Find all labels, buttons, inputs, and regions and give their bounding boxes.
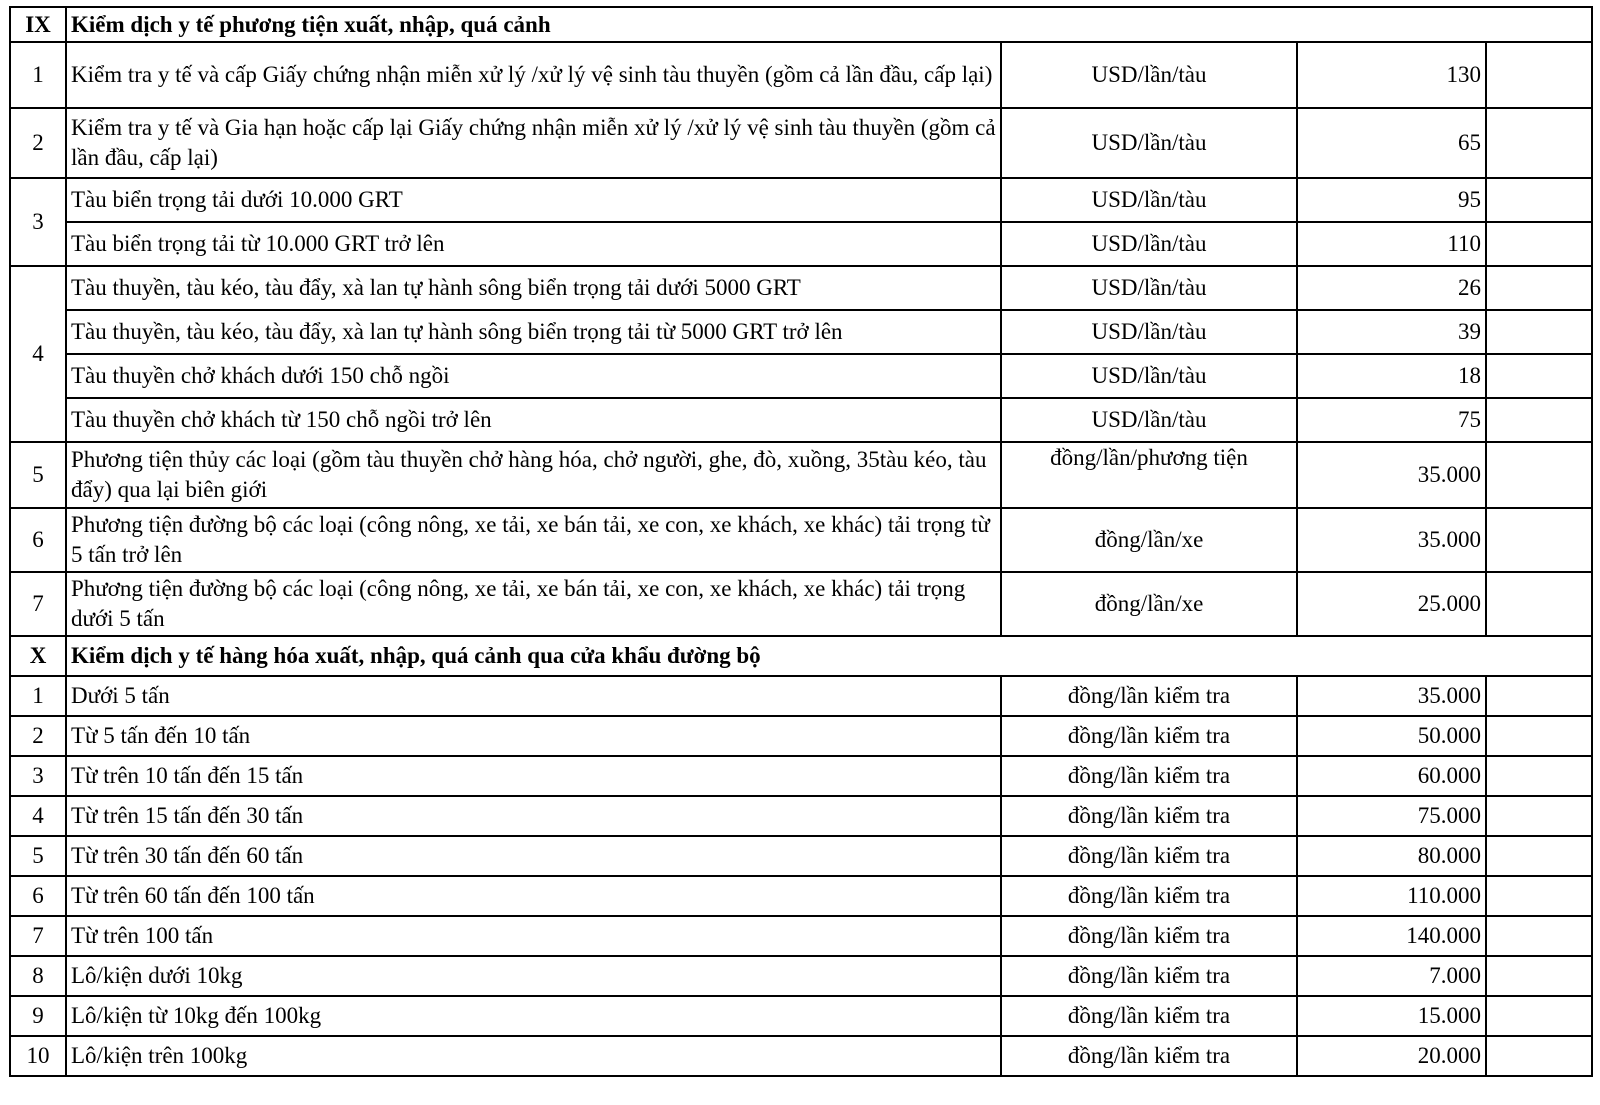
row-amount: 26 bbox=[1297, 266, 1486, 310]
row-description: Từ 5 tấn đến 10 tấn bbox=[66, 716, 1001, 756]
row-description: Kiểm tra y tế và cấp Giấy chứng nhận miễn xử lý /xử lý vệ sinh tàu thuyền (gồm cả lần đầu, cấp lại) bbox=[66, 42, 1001, 108]
row-amount: 65 bbox=[1297, 108, 1486, 178]
row-unit: đồng/lần kiểm tra bbox=[1001, 916, 1297, 956]
row-amount: 110 bbox=[1297, 222, 1486, 266]
row-description: Tàu thuyền, tàu kéo, tàu đẩy, xà lan tự hành sông biển trọng tải từ 5000 GRT trở lên bbox=[66, 310, 1001, 354]
row-note bbox=[1486, 996, 1592, 1036]
row-note bbox=[1486, 836, 1592, 876]
row-amount: 25.000 bbox=[1297, 572, 1486, 636]
row-number: 8 bbox=[10, 956, 66, 996]
section-title: Kiểm dịch y tế phương tiện xuất, nhập, quá cảnh bbox=[66, 7, 1592, 42]
table-row bbox=[10, 572, 1592, 636]
table-row bbox=[10, 756, 1592, 796]
row-unit: USD/lần/tàu bbox=[1001, 398, 1297, 442]
table-row bbox=[10, 310, 1592, 354]
row-note bbox=[1486, 42, 1592, 108]
table-row bbox=[10, 916, 1592, 956]
row-note bbox=[1486, 354, 1592, 398]
row-amount: 39 bbox=[1297, 310, 1486, 354]
row-description: Phương tiện đường bộ các loại (công nông, xe tải, xe bán tải, xe con, xe khách, xe khác) tải trọng dưới 5 tấn bbox=[66, 572, 1001, 636]
row-note bbox=[1486, 398, 1592, 442]
row-number: 10 bbox=[10, 1036, 66, 1076]
row-note bbox=[1486, 222, 1592, 266]
row-description: Lô/kiện từ 10kg đến 100kg bbox=[66, 996, 1001, 1036]
row-note bbox=[1486, 1036, 1592, 1076]
table-row bbox=[10, 796, 1592, 836]
row-amount: 60.000 bbox=[1297, 756, 1486, 796]
row-number: 2 bbox=[10, 108, 66, 178]
row-description: Phương tiện đường bộ các loại (công nông, xe tải, xe bán tải, xe con, xe khách, xe khác) tải trọng từ 5 tấn trở lên bbox=[66, 508, 1001, 572]
row-amount: 80.000 bbox=[1297, 836, 1486, 876]
row-unit: USD/lần/tàu bbox=[1001, 222, 1297, 266]
section-number: IX bbox=[10, 7, 66, 42]
row-number: 2 bbox=[10, 716, 66, 756]
row-description: Tàu biển trọng tải từ 10.000 GRT trở lên bbox=[66, 222, 1001, 266]
row-unit: đồng/lần/phương tiện bbox=[1001, 442, 1297, 508]
row-amount: 75.000 bbox=[1297, 796, 1486, 836]
row-description: Từ trên 100 tấn bbox=[66, 916, 1001, 956]
row-number: 6 bbox=[10, 508, 66, 572]
row-number: 7 bbox=[10, 916, 66, 956]
row-number: 4 bbox=[10, 266, 66, 442]
row-amount: 35.000 bbox=[1297, 508, 1486, 572]
row-unit: đồng/lần/xe bbox=[1001, 572, 1297, 636]
table-row bbox=[10, 442, 1592, 508]
row-note bbox=[1486, 916, 1592, 956]
row-unit: đồng/lần kiểm tra bbox=[1001, 956, 1297, 996]
row-description: Lô/kiện trên 100kg bbox=[66, 1036, 1001, 1076]
row-number: 9 bbox=[10, 996, 66, 1036]
row-amount: 130 bbox=[1297, 42, 1486, 108]
row-number: 3 bbox=[10, 756, 66, 796]
row-description: Dưới 5 tấn bbox=[66, 676, 1001, 716]
row-description: Từ trên 10 tấn đến 15 tấn bbox=[66, 756, 1001, 796]
table-row bbox=[10, 508, 1592, 572]
row-unit: USD/lần/tàu bbox=[1001, 108, 1297, 178]
table-row bbox=[10, 1036, 1592, 1076]
table-row bbox=[10, 354, 1592, 398]
row-amount: 15.000 bbox=[1297, 996, 1486, 1036]
section-header bbox=[10, 636, 1592, 676]
row-unit: USD/lần/tàu bbox=[1001, 310, 1297, 354]
row-amount: 18 bbox=[1297, 354, 1486, 398]
row-unit: đồng/lần kiểm tra bbox=[1001, 716, 1297, 756]
table-row bbox=[10, 956, 1592, 996]
section-title: Kiểm dịch y tế hàng hóa xuất, nhập, quá cảnh qua cửa khẩu đường bộ bbox=[66, 636, 1592, 676]
row-note bbox=[1486, 796, 1592, 836]
row-description: Tàu thuyền, tàu kéo, tàu đẩy, xà lan tự hành sông biển trọng tải dưới 5000 GRT bbox=[66, 266, 1001, 310]
row-amount: 50.000 bbox=[1297, 716, 1486, 756]
row-number: 6 bbox=[10, 876, 66, 916]
row-note bbox=[1486, 508, 1592, 572]
table-row bbox=[10, 222, 1592, 266]
table-row bbox=[10, 42, 1592, 108]
row-number: 7 bbox=[10, 572, 66, 636]
row-unit: USD/lần/tàu bbox=[1001, 42, 1297, 108]
row-unit: đồng/lần kiểm tra bbox=[1001, 1036, 1297, 1076]
table-row bbox=[10, 178, 1592, 222]
row-amount: 35.000 bbox=[1297, 442, 1486, 508]
row-amount: 110.000 bbox=[1297, 876, 1486, 916]
row-note bbox=[1486, 756, 1592, 796]
row-note bbox=[1486, 676, 1592, 716]
row-note bbox=[1486, 108, 1592, 178]
table-row bbox=[10, 266, 1592, 310]
table-row bbox=[10, 108, 1592, 178]
row-note bbox=[1486, 442, 1592, 508]
row-amount: 35.000 bbox=[1297, 676, 1486, 716]
row-note bbox=[1486, 310, 1592, 354]
row-description: Kiểm tra y tế và Gia hạn hoặc cấp lại Giấy chứng nhận miễn xử lý /xử lý vệ sinh tàu thuyền (gồm cả lần đầu, cấp lại) bbox=[66, 108, 1001, 178]
row-unit: đồng/lần kiểm tra bbox=[1001, 796, 1297, 836]
table-row bbox=[10, 836, 1592, 876]
row-amount: 140.000 bbox=[1297, 916, 1486, 956]
row-amount: 75 bbox=[1297, 398, 1486, 442]
row-number: 1 bbox=[10, 42, 66, 108]
row-unit: USD/lần/tàu bbox=[1001, 178, 1297, 222]
table-row bbox=[10, 398, 1592, 442]
row-description: Từ trên 15 tấn đến 30 tấn bbox=[66, 796, 1001, 836]
row-amount: 20.000 bbox=[1297, 1036, 1486, 1076]
row-unit: đồng/lần kiểm tra bbox=[1001, 876, 1297, 916]
section-number: X bbox=[10, 636, 66, 676]
row-description: Lô/kiện dưới 10kg bbox=[66, 956, 1001, 996]
row-note bbox=[1486, 266, 1592, 310]
table-row bbox=[10, 716, 1592, 756]
row-description: Tàu thuyền chở khách dưới 150 chỗ ngồi bbox=[66, 354, 1001, 398]
row-description: Tàu thuyền chở khách từ 150 chỗ ngồi trở lên bbox=[66, 398, 1001, 442]
row-amount: 95 bbox=[1297, 178, 1486, 222]
row-description: Phương tiện thủy các loại (gồm tàu thuyền chở hàng hóa, chở người, ghe, đò, xuồng, 35tàu kéo, tàu đẩy) qua lại biên giới bbox=[66, 442, 1001, 508]
row-note bbox=[1486, 178, 1592, 222]
row-number: 5 bbox=[10, 442, 66, 508]
row-number: 4 bbox=[10, 796, 66, 836]
row-description: Từ trên 30 tấn đến 60 tấn bbox=[66, 836, 1001, 876]
row-note bbox=[1486, 716, 1592, 756]
row-note bbox=[1486, 572, 1592, 636]
row-unit: USD/lần/tàu bbox=[1001, 354, 1297, 398]
row-unit: đồng/lần kiểm tra bbox=[1001, 836, 1297, 876]
table-row bbox=[10, 996, 1592, 1036]
row-amount: 7.000 bbox=[1297, 956, 1486, 996]
row-number: 1 bbox=[10, 676, 66, 716]
row-unit: đồng/lần kiểm tra bbox=[1001, 756, 1297, 796]
row-description: Từ trên 60 tấn đến 100 tấn bbox=[66, 876, 1001, 916]
section-header bbox=[10, 7, 1592, 42]
row-number: 5 bbox=[10, 836, 66, 876]
row-note bbox=[1486, 956, 1592, 996]
fee-table bbox=[9, 6, 1593, 1077]
row-unit: đồng/lần/xe bbox=[1001, 508, 1297, 572]
row-unit: đồng/lần kiểm tra bbox=[1001, 676, 1297, 716]
row-number: 3 bbox=[10, 178, 66, 266]
row-unit: USD/lần/tàu bbox=[1001, 266, 1297, 310]
table-row bbox=[10, 876, 1592, 916]
row-description: Tàu biển trọng tải dưới 10.000 GRT bbox=[66, 178, 1001, 222]
row-unit: đồng/lần kiểm tra bbox=[1001, 996, 1297, 1036]
row-note bbox=[1486, 876, 1592, 916]
table-row bbox=[10, 676, 1592, 716]
